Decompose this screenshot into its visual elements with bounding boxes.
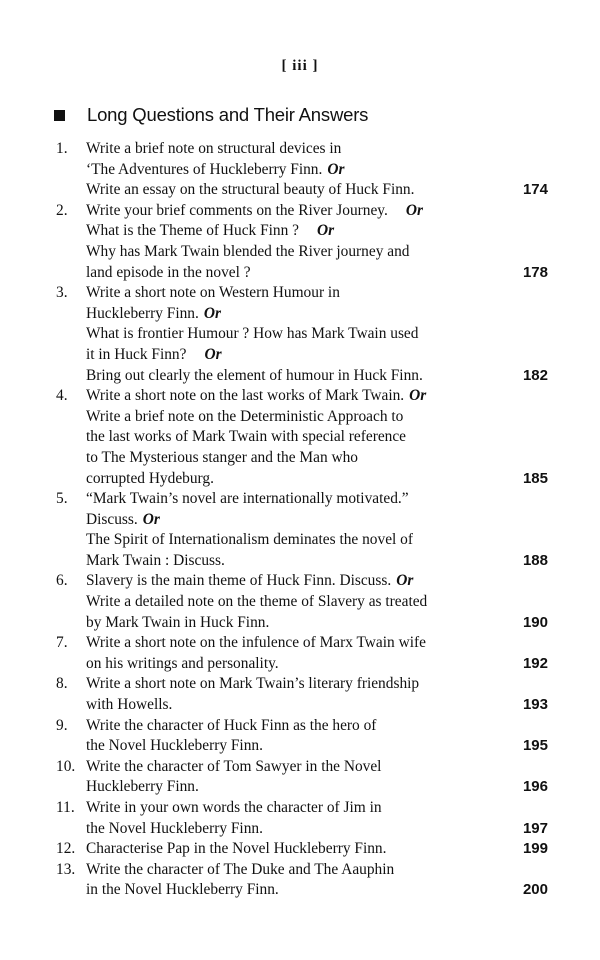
- or-marker: Or: [396, 572, 414, 590]
- question-text: [86, 180, 414, 201]
- question-text-content: Characterise Pap in the Novel Huckleberry Finn.: [86, 840, 387, 858]
- question-number: 1.: [56, 140, 68, 157]
- question-text: [86, 880, 279, 901]
- question-entry: [0, 674, 600, 715]
- question-number: 13.: [56, 860, 76, 878]
- question-line: [0, 674, 600, 695]
- question-text-content: Write the character of Tom Sawyer in the Novel: [86, 757, 382, 775]
- question-entry: [0, 386, 600, 489]
- question-line: [0, 345, 600, 366]
- question-text: [86, 819, 263, 840]
- question-line: [0, 716, 600, 737]
- question-line: [0, 819, 600, 840]
- question-text-content: ‘The Adventures of Huckleberry Finn.: [86, 160, 323, 178]
- question-line: [0, 407, 600, 428]
- question-list: [0, 139, 600, 901]
- question-text-content: corrupted Hydeburg.: [86, 469, 214, 487]
- question-number: 8.: [56, 675, 68, 693]
- question-number: 4.: [56, 387, 68, 405]
- page-reference: 197: [522, 819, 548, 837]
- question-text-content: What is the Theme of Huck Finn ?: [86, 222, 299, 240]
- question-entry: [0, 139, 600, 201]
- question-text: [86, 736, 263, 757]
- question-line: [0, 633, 600, 654]
- section-title: Long Questions and Their Answers: [87, 104, 369, 125]
- question-text-content: “Mark Twain’s novel are internationally motivated.”: [86, 490, 409, 508]
- question-line: [0, 695, 600, 716]
- page-reference: 199: [522, 840, 548, 858]
- question-number: 2.: [56, 201, 68, 219]
- question-line: [0, 551, 600, 572]
- question-text-content: Write a short note on Mark Twain’s literary friendship: [86, 675, 420, 693]
- question-text: [86, 489, 409, 510]
- question-entry: [0, 860, 600, 901]
- page-reference: 185: [522, 469, 548, 487]
- question-text-content: The Spirit of Internationalism deminates the novel of: [86, 531, 413, 549]
- question-text-content: on his writings and personality.: [86, 654, 279, 672]
- section-heading: [54, 104, 368, 126]
- question-text-content: the Novel Huckleberry Finn.: [86, 819, 263, 837]
- question-line: [0, 510, 600, 531]
- question-text-content: Write a brief note on structural devices in: [86, 140, 342, 157]
- question-text: [86, 427, 406, 448]
- question-text: [86, 633, 426, 654]
- question-text: [86, 386, 426, 407]
- question-text: [86, 674, 419, 695]
- question-text-content: Write a short note on Western Humour in: [86, 284, 340, 302]
- question-line: [0, 777, 600, 798]
- question-text-content: Huckleberry Finn.: [86, 304, 199, 322]
- or-marker: Or: [327, 160, 345, 178]
- or-marker: Or: [409, 387, 427, 405]
- or-marker: Or: [317, 222, 335, 240]
- question-line: [0, 654, 600, 675]
- or-marker: Or: [142, 510, 160, 528]
- question-line: [0, 736, 600, 757]
- question-line: [0, 571, 600, 592]
- question-text: [86, 201, 423, 222]
- question-text: [86, 860, 394, 881]
- question-line: [0, 324, 600, 345]
- question-text-content: Write the character of Huck Finn as the hero of: [86, 716, 377, 734]
- question-number: 10.: [56, 757, 76, 775]
- question-line: [0, 201, 600, 222]
- question-text: [86, 510, 160, 531]
- question-line: [0, 139, 600, 160]
- question-text: [86, 283, 340, 304]
- page-reference: 188: [522, 551, 548, 569]
- question-text-content: What is frontier Humour ? How has Mark Twain used: [86, 325, 419, 343]
- question-text: [86, 695, 172, 716]
- question-line: [0, 489, 600, 510]
- page-reference: 200: [522, 881, 548, 899]
- question-text-content: by Mark Twain in Huck Finn.: [86, 613, 270, 631]
- question-text-content: it in Huck Finn?: [86, 345, 187, 363]
- question-text: [86, 242, 409, 263]
- question-text: [86, 304, 221, 325]
- question-number: 7.: [56, 634, 68, 652]
- question-line: [0, 242, 600, 263]
- question-text-content: Write a short note on the last works of Mark Twain.: [86, 387, 405, 405]
- question-line: [0, 304, 600, 325]
- question-text-content: Huckleberry Finn.: [86, 778, 199, 796]
- question-text: [86, 654, 279, 675]
- page-reference: 196: [522, 778, 548, 796]
- question-text: [86, 407, 403, 428]
- question-text-content: to The Mysterious stanger and the Man who: [86, 448, 358, 466]
- question-entry: [0, 571, 600, 633]
- question-text-content: Write a brief note on the Deterministic Approach to: [86, 407, 404, 425]
- question-text-content: Write an essay on the structural beauty of Huck Finn.: [86, 181, 415, 199]
- question-text-content: Write the character of The Duke and The Aauphin: [86, 860, 395, 878]
- question-line: [0, 530, 600, 551]
- question-entry: [0, 633, 600, 674]
- question-text-content: Write your brief comments on the River Journey.: [86, 201, 388, 219]
- question-entry: [0, 757, 600, 798]
- question-text: [86, 324, 418, 345]
- question-text: [86, 592, 427, 613]
- question-text-content: with Howells.: [86, 696, 173, 714]
- or-marker: Or: [204, 345, 222, 363]
- page-reference: 182: [522, 366, 548, 384]
- question-line: [0, 283, 600, 304]
- question-line: [0, 839, 600, 860]
- question-entry: [0, 839, 600, 860]
- question-entry: [0, 283, 600, 386]
- page-number: [ iii ]: [281, 58, 319, 74]
- question-line: [0, 180, 600, 201]
- question-text-content: in the Novel Huckleberry Finn.: [86, 881, 279, 899]
- question-text-content: Slavery is the main theme of Huck Finn. Discuss.: [86, 572, 392, 590]
- question-line: [0, 860, 600, 881]
- question-text-content: Mark Twain : Discuss.: [86, 551, 225, 569]
- question-text: [86, 839, 386, 860]
- page-reference: 195: [522, 737, 548, 755]
- question-number: 12.: [56, 840, 76, 858]
- question-line: [0, 613, 600, 634]
- question-text-content: Why has Mark Twain blended the River journey and: [86, 242, 410, 260]
- question-number: 5.: [56, 490, 68, 508]
- question-text: [86, 777, 199, 798]
- page-reference: 193: [522, 696, 548, 714]
- question-text: [86, 221, 334, 242]
- question-text-content: Write a short note on the infulence of Marx Twain wife: [86, 634, 426, 652]
- question-text-content: Discuss.: [86, 510, 138, 528]
- question-text: [86, 448, 358, 469]
- page-reference: 174: [522, 181, 548, 199]
- question-line: [0, 263, 600, 284]
- question-text: [86, 613, 269, 634]
- question-entry: [0, 489, 600, 571]
- question-text: [86, 263, 251, 284]
- question-line: [0, 160, 600, 181]
- question-number: 11.: [56, 799, 75, 816]
- page-reference: 178: [522, 263, 548, 281]
- question-text: [86, 571, 413, 592]
- question-text: [86, 716, 376, 737]
- question-text: [86, 366, 423, 387]
- square-bullet-icon: [54, 110, 65, 121]
- question-text-content: the last works of Mark Twain with special reference: [86, 428, 407, 446]
- question-text: [86, 551, 225, 572]
- question-text: [86, 139, 341, 160]
- question-line: [0, 592, 600, 613]
- question-line: [0, 221, 600, 242]
- question-line: [0, 880, 600, 901]
- question-number: 6.: [56, 572, 68, 590]
- question-line: [0, 798, 600, 819]
- or-marker: Or: [203, 304, 221, 322]
- question-text-content: Bring out clearly the element of humour in Huck Finn.: [86, 366, 423, 384]
- question-line: [0, 757, 600, 778]
- question-number: 9.: [56, 716, 68, 734]
- question-line: [0, 427, 600, 448]
- question-text-content: Write a detailed note on the theme of Slavery as treated: [86, 593, 428, 611]
- question-line: [0, 386, 600, 407]
- page-reference: 190: [522, 613, 548, 631]
- question-entry: [0, 201, 600, 283]
- question-text-content: Write in your own words the character of Jim in: [86, 799, 382, 816]
- page-reference: 192: [522, 654, 548, 672]
- question-text: [86, 345, 222, 366]
- question-number: 3.: [56, 284, 68, 302]
- question-entry: [0, 716, 600, 757]
- question-text: [86, 530, 413, 551]
- question-text: [86, 798, 382, 819]
- question-text-content: the Novel Huckleberry Finn.: [86, 737, 263, 755]
- question-text-content: land episode in the novel ?: [86, 263, 251, 281]
- question-line: [0, 366, 600, 387]
- or-marker: Or: [405, 201, 423, 219]
- question-entry: [0, 798, 600, 839]
- question-text: [86, 469, 214, 490]
- question-line: [0, 469, 600, 490]
- question-line: [0, 448, 600, 469]
- question-text: [86, 757, 381, 778]
- question-text: [86, 160, 344, 181]
